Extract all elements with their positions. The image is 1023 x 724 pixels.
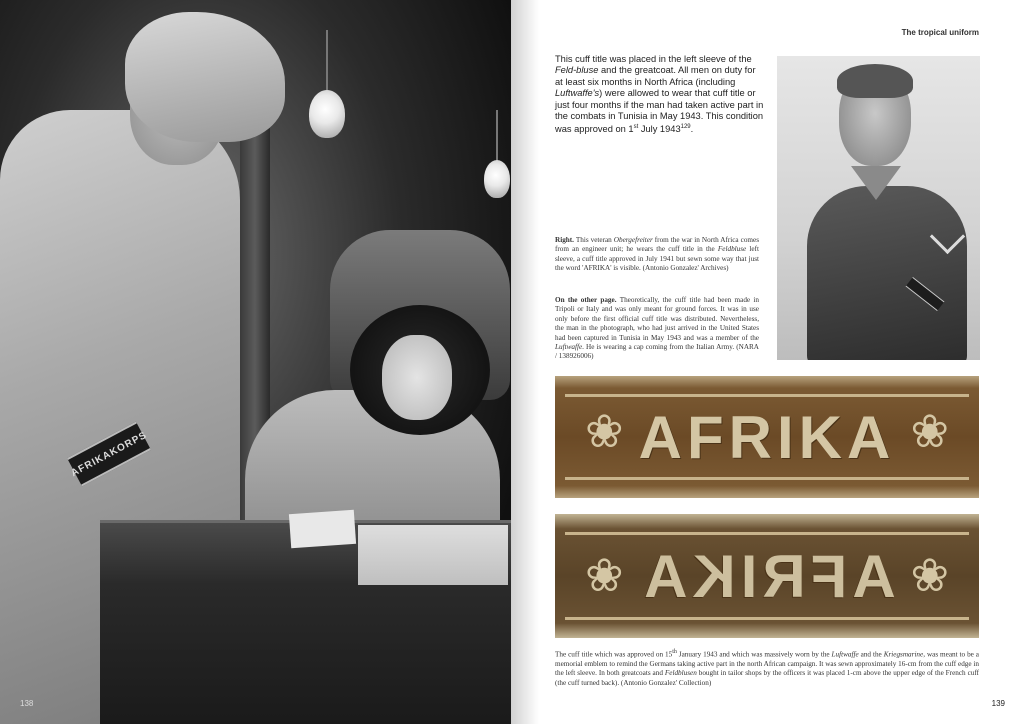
intro-text-3: ) were allowed to wear that cuff title or just four months if the man had taken active part in the combats in Tunisia in May 1943. This condition was approved on 1 — [555, 88, 764, 135]
historical-photo-interview — [0, 0, 511, 724]
intro-paragraph — [555, 54, 765, 136]
cufftitle-photo-back — [555, 514, 979, 638]
intro-text-1: This cuff title was placed in the left sleeve of the — [555, 54, 752, 64]
caption-text: . He is wearing a cap coming from the Italian Army. (NARA / 138926006) — [555, 343, 759, 361]
caption-text: Theoretically, the cuff title had been made in Tripoli or Italy and was only meant for ground forces. It was in use only before the first official cuff title was distributed. Nevertheless, the man in the photograph, who had just arrived in the United States had been captured in Tunisia in May 1943 and was a member of the — [555, 296, 760, 342]
portrait-hair — [837, 64, 913, 98]
palm-tree-icon: ❀ — [910, 404, 949, 458]
portrait-uniform — [807, 186, 967, 360]
caption-right — [555, 236, 759, 274]
caption-italic: Obergefreiter — [613, 236, 653, 244]
caption-label: On the other page. — [555, 296, 617, 304]
intro-text-5: . — [690, 124, 694, 135]
caption-bottom — [555, 648, 979, 688]
intro-text-2: and the greatcoat. All men on duty for at least six months in North Africa (including — [555, 65, 756, 87]
palm-tree-icon: ❀ — [585, 548, 624, 602]
lamp-cord — [496, 110, 498, 162]
gutter-shadow — [511, 0, 539, 724]
palm-tree-icon: ❀ — [585, 404, 624, 458]
caption-text: , was meant to be a memorial emblem to remind the Germans taking active part in the north African campaign. It was sewn approximately 16-cm from the cuff edge in the left sleeve. In both greatcoats and — [555, 650, 979, 678]
caption-text: bought in tailor shops by the officers it was placed 1-cm above the upper edge of the French cuff (the cuff turned back). (Antonio Gonzalez' Collection) — [555, 669, 980, 687]
page-number-right: 139 — [991, 699, 1005, 708]
soldier-cap — [125, 12, 285, 142]
desk-box — [358, 525, 508, 585]
cufftitle-word-mirrored: AFRIKA — [638, 542, 896, 610]
caption-text: from the war in North Africa comes from an engineer unit; he wears the cuff title in the — [555, 236, 759, 254]
caption-text: left sleeve, a cuff title approved in July 1941 but sewn some way that just the word 'AFRIKA' is visible. (Antonio Gonzalez' Archives) — [555, 245, 760, 273]
caption-text: January 1943 and which was massively worn by the — [676, 650, 832, 659]
woman-face — [382, 335, 452, 420]
page-number-left: 138 — [20, 699, 34, 708]
caption-italic: Feldbluse — [717, 245, 747, 254]
cufftitle-word: AFRIKA — [638, 403, 896, 471]
photo-armband: AFRIKAKORPS — [67, 422, 151, 487]
caption-italic: Luftwaffe — [555, 343, 583, 352]
caption-label: Right. — [555, 236, 574, 244]
intro-italic-2: Luftwaffe's — [555, 88, 600, 99]
caption-other-page — [555, 296, 759, 362]
lamp-cord — [326, 30, 328, 92]
intro-italic-1: Feld-bluse — [555, 65, 599, 76]
light-bulb — [484, 160, 510, 198]
palm-tree-icon: ❀ — [910, 548, 949, 602]
cufftitle-photo-front — [555, 376, 979, 498]
portrait-photo-obergefreiter — [777, 56, 980, 360]
caption-italic: Luftwaffe — [831, 650, 859, 659]
caption-italic: Feldblusen — [664, 669, 697, 678]
footnote-ref: 129 — [680, 124, 691, 131]
intro-sup-1: st — [633, 124, 639, 131]
right-page — [511, 0, 1023, 724]
light-bulb — [309, 90, 345, 138]
intro-text-4: July 1943 — [638, 124, 681, 135]
running-head: The tropical uniform — [901, 28, 979, 37]
caption-text: This veteran — [573, 236, 614, 244]
caption-sup: th — [672, 649, 677, 655]
caption-italic: Kriegsmarine — [883, 650, 924, 659]
desk-paper — [289, 510, 356, 548]
caption-text: and the — [858, 650, 884, 659]
left-page — [0, 0, 511, 724]
caption-text: The cuff title which was approved on 15 — [555, 650, 673, 659]
